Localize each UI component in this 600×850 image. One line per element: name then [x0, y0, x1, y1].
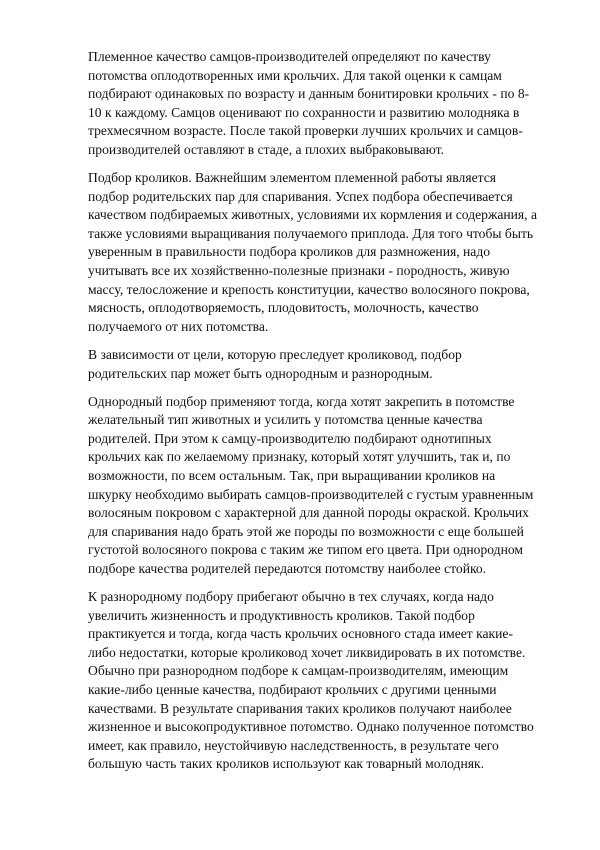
paragraph-heterogeneous-selection	[88, 588, 560, 774]
text-line: В зависимости от цели, которую преследует кроликовод, подбор	[88, 346, 462, 362]
paragraph-selection-types	[88, 346, 560, 383]
text-line: потомства оплодотворенных ими крольчих. Для такой оценки к самцам	[88, 67, 502, 83]
paragraph-breeding-quality	[88, 48, 560, 160]
text-line: массу, телосложение и крепость конституции, качество волосяного покрова,	[88, 281, 530, 297]
text-line: практикуется и тогда, когда часть крольчих основного стада имеет какие-	[88, 626, 513, 642]
text-line: подбор родительских пар для спаривания. Успех подбора обеспечивается	[88, 188, 513, 204]
text-line: желательный тип животных и усилить у потомства ценные качества	[88, 412, 483, 428]
text-line: увеличить жизненность и продуктивность кроликов. Такой подбор	[88, 607, 475, 623]
text-line: производителей оставляют в стаде, а плохих выбраковывают.	[88, 141, 444, 157]
text-line: 10 к каждому. Самцов оценивают по сохранности и развитию молодняка в	[88, 104, 520, 120]
text-line: волосяным покровом с характерной для данной породы окраской. Крольчих	[88, 505, 529, 521]
text-line: качеством подбираемых животных, условиями их кормления и содержания, а	[88, 207, 538, 223]
text-line: либо недостатки, которые кроликовод хочет ликвидировать в их потомстве.	[88, 644, 526, 660]
text-line: возможности, по всем остальным. Так, при выращивании кроликов на	[88, 467, 496, 483]
text-line: получаемого от них потомства.	[88, 318, 269, 334]
text-line: для спаривания надо брать этой же породы по возможности с еще большей	[88, 523, 524, 539]
text-line: Подбор кроликов. Важнейшим элементом племенной работы является	[88, 170, 497, 186]
text-line: также условиями выращивания получаемого приплода. Для того чтобы быть	[88, 225, 534, 241]
text-line: качествами. В результате спаривания таких кроликов получают наиболее	[88, 700, 512, 716]
paragraph-homogeneous-selection	[88, 393, 560, 579]
text-line: большую часть таких кроликов используют как товарный молодняк.	[88, 756, 484, 772]
text-line: подбирают одинаковых по возрасту и данным бонитировки крольчих - по 8-	[88, 86, 530, 102]
document-body	[88, 48, 560, 783]
text-line: родителей. При этом к самцу-производителю подбирают однотипных	[88, 430, 492, 446]
text-line: шкурку необходимо выбирать самцов-производителей с густым уравненным	[88, 486, 534, 502]
text-line: какие-либо ценные качества, подбирают крольчих с другими ценными	[88, 682, 497, 697]
text-line: уверенным в правильности подбора кроликов для размножения, надо	[88, 244, 491, 260]
text-line: трехмесячном возрасте. После такой проверки лучших крольчих и самцов-	[88, 123, 523, 139]
text-line: жизненное и высокопродуктивное потомство. Однако полученное потомство	[88, 719, 534, 735]
text-line: подборе качества родителей передаются потомству наиболее стойко.	[88, 560, 487, 576]
text-line: крольчих как по желаемому признаку, который хотят улучшить, так и, по	[88, 449, 511, 465]
text-line: родительских пар может быть однородным и разнородным.	[88, 365, 433, 381]
text-line: Племенное качество самцов-производителей определяют по качеству	[88, 49, 491, 64]
text-line: густотой волосяного покрова с таким же типом его цвета. При однородном	[88, 542, 523, 558]
text-line: К разнородному подбору прибегают обычно в тех случаях, когда надо	[88, 589, 494, 605]
text-line: учитывать все их хозяйственно-полезные признаки - породность, живую	[88, 263, 510, 279]
text-line: имеет, как правило, неустойчивую наследственность, в результате чего	[88, 737, 499, 753]
text-line: Обычно при разнородном подборе к самцам-производителям, имеющим	[88, 663, 509, 679]
paragraph-rabbit-selection	[88, 169, 560, 336]
text-line: мясность, оплодотворяемость, плодовитость, молочность, качество	[88, 300, 479, 316]
text-line: Однородный подбор применяют тогда, когда хотят закрепить в потомстве	[88, 393, 515, 409]
